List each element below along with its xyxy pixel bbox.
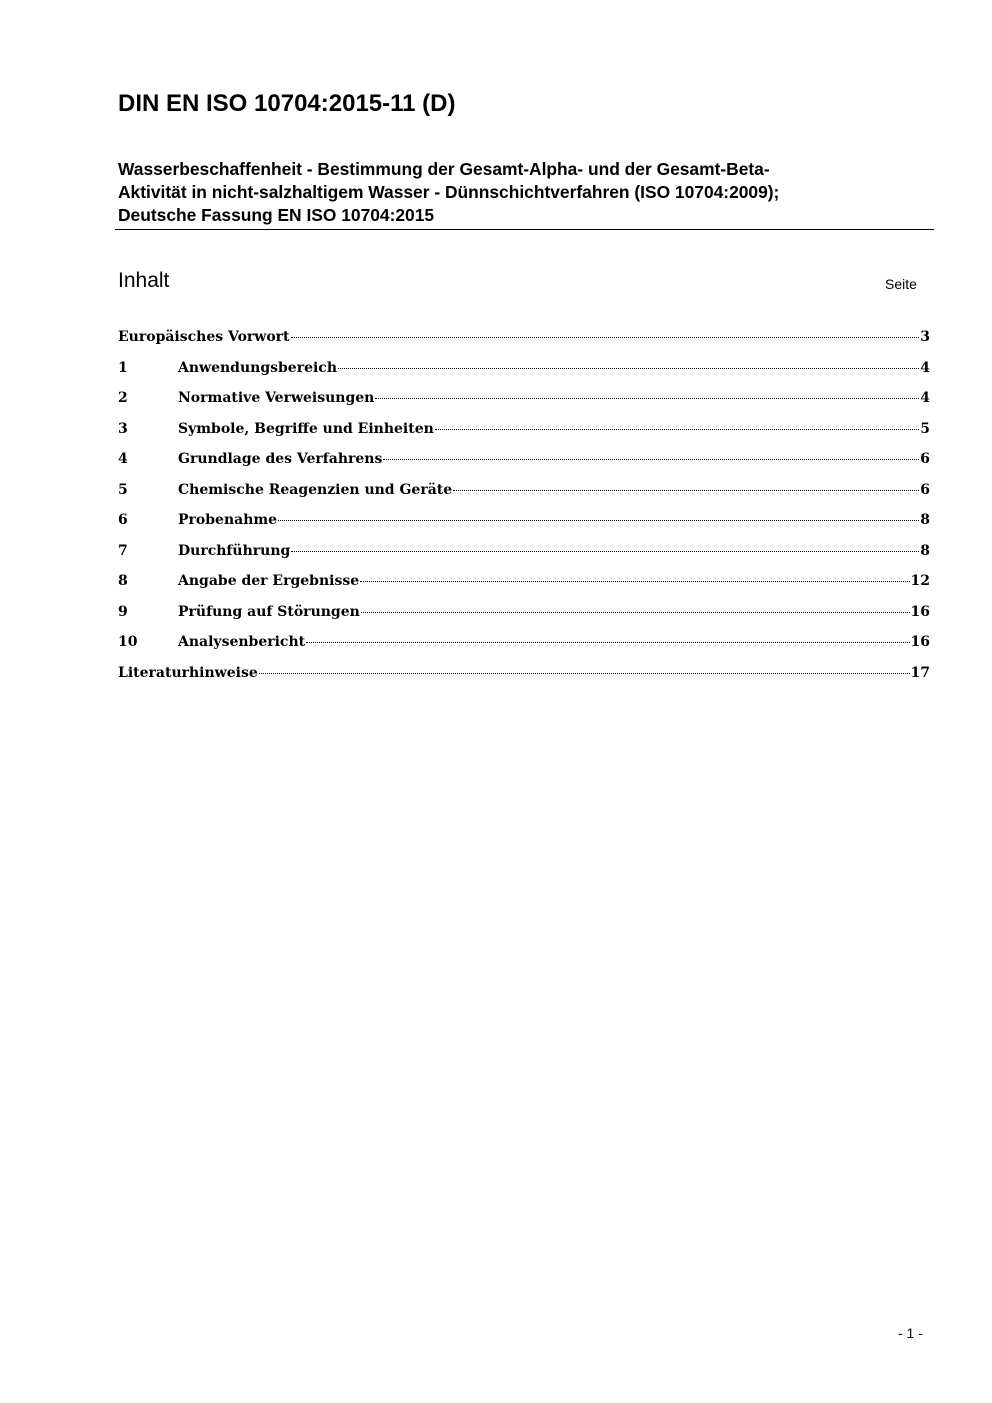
subtitle-line: Deutsche Fassung EN ISO 10704:2015 [118,205,435,225]
toc-entry[interactable] [118,322,930,353]
toc-entry-title: Grundlage des Verfahrens [178,451,383,467]
toc-dot-leader [383,458,919,460]
toc-entry-page: 6 [920,451,930,467]
toc-entry-number: 9 [118,603,128,620]
toc-entry-title: Literaturhinweise [118,664,258,681]
page-number: - 1 - [898,1325,923,1341]
toc-entry-number: 3 [118,420,128,437]
toc-entry-page: 4 [920,359,930,376]
toc-entry-number: 10 [118,634,138,650]
toc-entry-title: Analysenbericht [178,634,306,650]
subtitle-line: Aktivität in nicht-salzhaltigem Wasser - Dünnschichtverfahren (ISO 10704:2009); [118,182,780,202]
toc-entry-title: Europäisches Vorwort [118,329,290,345]
title-divider [115,229,934,230]
document-subtitle [118,158,918,227]
toc-entry-page: 5 [920,420,930,437]
toc-dot-leader [291,336,920,338]
toc-entry-number: 2 [118,390,128,406]
toc-entry[interactable] [118,505,930,536]
toc-dot-leader [453,489,919,491]
toc-entry-number: 5 [118,481,128,498]
toc-dot-leader [375,397,919,399]
toc-entry-title: Angabe der Ergebnisse [178,573,360,589]
toc-entry-page: 4 [920,390,930,406]
toc-entry[interactable] [118,597,930,628]
toc-entry[interactable] [118,658,930,689]
toc-dot-leader [278,519,919,521]
toc-entry-title: Prüfung auf Störungen [178,603,360,620]
toc-entry-page: 12 [910,573,930,589]
document-id: DIN EN ISO 10704:2015-11 (D) [118,90,456,117]
toc-entry-number: 7 [118,542,128,559]
toc-dot-leader [435,428,919,430]
toc-dot-leader [361,611,910,613]
toc-entry-number: 8 [118,573,128,589]
toc-dot-leader [259,672,910,674]
toc-entry[interactable] [118,383,930,414]
toc-entry-page: 17 [910,664,930,681]
toc-entry-title: Symbole, Begriffe und Einheiten [178,420,434,437]
toc-entry-title: Anwendungsbereich [178,359,337,376]
toc-entry-page: 16 [910,634,930,650]
toc-entry-title: Probenahme [178,512,278,528]
toc-entry-page: 16 [910,603,930,620]
toc-entry[interactable] [118,566,930,597]
toc-dot-leader [306,641,909,643]
toc-entry-title: Chemische Reagenzien und Geräte [178,481,453,498]
toc-entry[interactable] [118,627,930,658]
toc-entry-number: 4 [118,451,128,467]
toc-page-column-label: Seite [885,276,917,292]
toc-dot-leader [360,580,909,582]
toc-dot-leader [338,367,919,369]
toc-entry-page: 3 [920,329,930,345]
toc-entry[interactable] [118,475,930,506]
toc-entry-title: Normative Verweisungen [178,390,375,406]
toc-entry[interactable] [118,444,930,475]
subtitle-line: Wasserbeschaffenheit - Bestimmung der Gesamt-Alpha- und der Gesamt-Beta- [118,159,770,179]
toc-entry-page: 6 [920,481,930,498]
toc-entry[interactable] [118,414,930,445]
toc-dot-leader [291,550,919,552]
table-of-contents [118,322,930,688]
toc-entry[interactable] [118,536,930,567]
toc-entry-number: 6 [118,512,128,528]
toc-entry-number: 1 [118,359,128,376]
toc-entry-page: 8 [920,512,930,528]
toc-entry-title: Durchführung [178,542,291,559]
toc-heading: Inhalt [118,269,170,292]
toc-entry-page: 8 [920,542,930,559]
toc-entry[interactable] [118,353,930,384]
